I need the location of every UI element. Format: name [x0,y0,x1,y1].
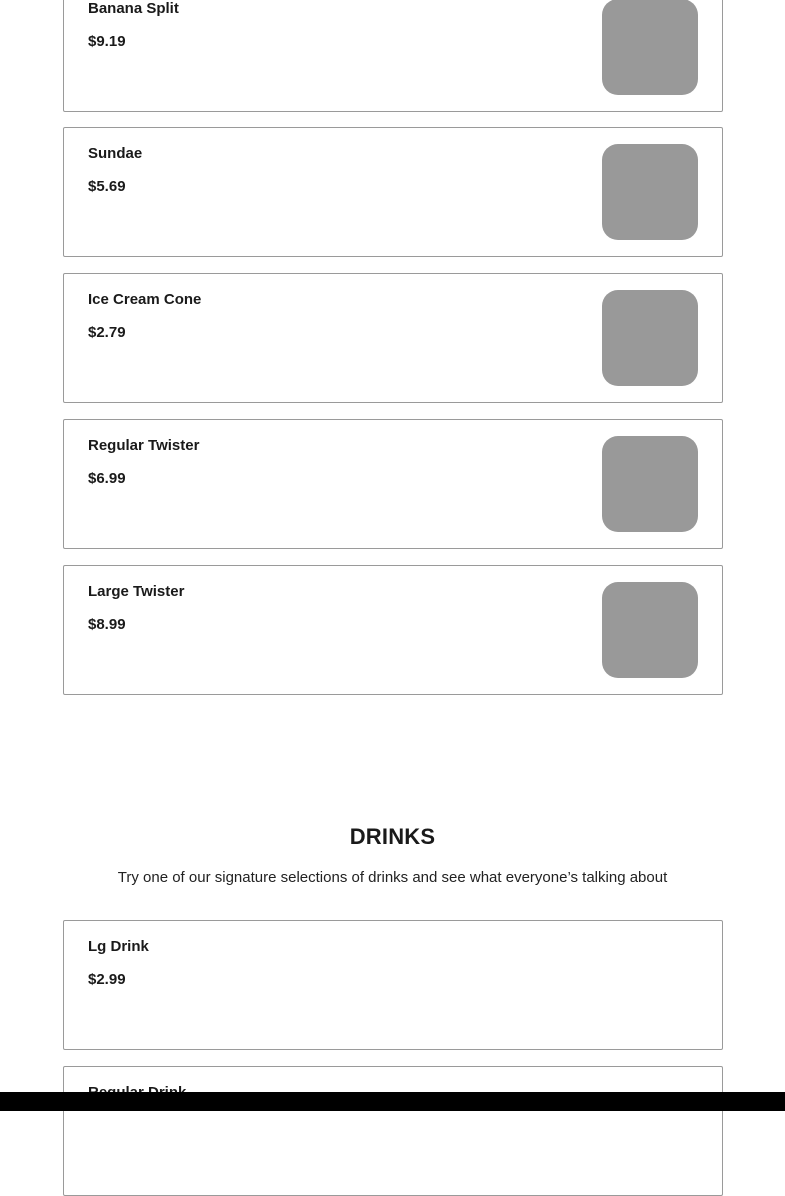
menu-item-price: $9.19 [88,33,126,50]
menu-item-card-regular-twister[interactable] [63,419,723,549]
section-subtitle-drinks: Try one of our signature selections of drinks and see what everyone’s talking about [117,869,668,886]
section-title-drinks: DRINKS [349,824,436,849]
menu-item-card-banana-split[interactable] [63,0,723,112]
drink-item-price: $2.99 [88,971,126,988]
menu-item-image-placeholder [602,436,698,532]
menu-item-name: Ice Cream Cone [88,291,202,308]
menu-item-image-placeholder [602,290,698,386]
drink-card-regular-drink[interactable] [63,1066,723,1196]
menu-item-name: Regular Twister [88,437,200,454]
menu-item-name: Sundae [88,145,143,162]
menu-item-price: $2.79 [88,324,126,341]
menu-item-price: $5.69 [88,178,126,195]
menu-item-price: $6.99 [88,470,126,487]
menu-item-image-placeholder [602,0,698,95]
menu-item-name: Large Twister [88,583,185,600]
drink-card-lg-drink[interactable] [63,920,723,1050]
drink-item-name: Lg Drink [88,938,149,955]
menu-item-card-ice-cream-cone[interactable] [63,273,723,403]
menu-item-image-placeholder [602,582,698,678]
menu-item-name: Banana Split [88,0,179,17]
menu-item-card-large-twister[interactable] [63,565,723,695]
menu-item-card-sundae[interactable] [63,127,723,257]
menu-item-price: $8.99 [88,616,126,633]
bottom-bar [0,1092,785,1111]
menu-item-image-placeholder [602,144,698,240]
